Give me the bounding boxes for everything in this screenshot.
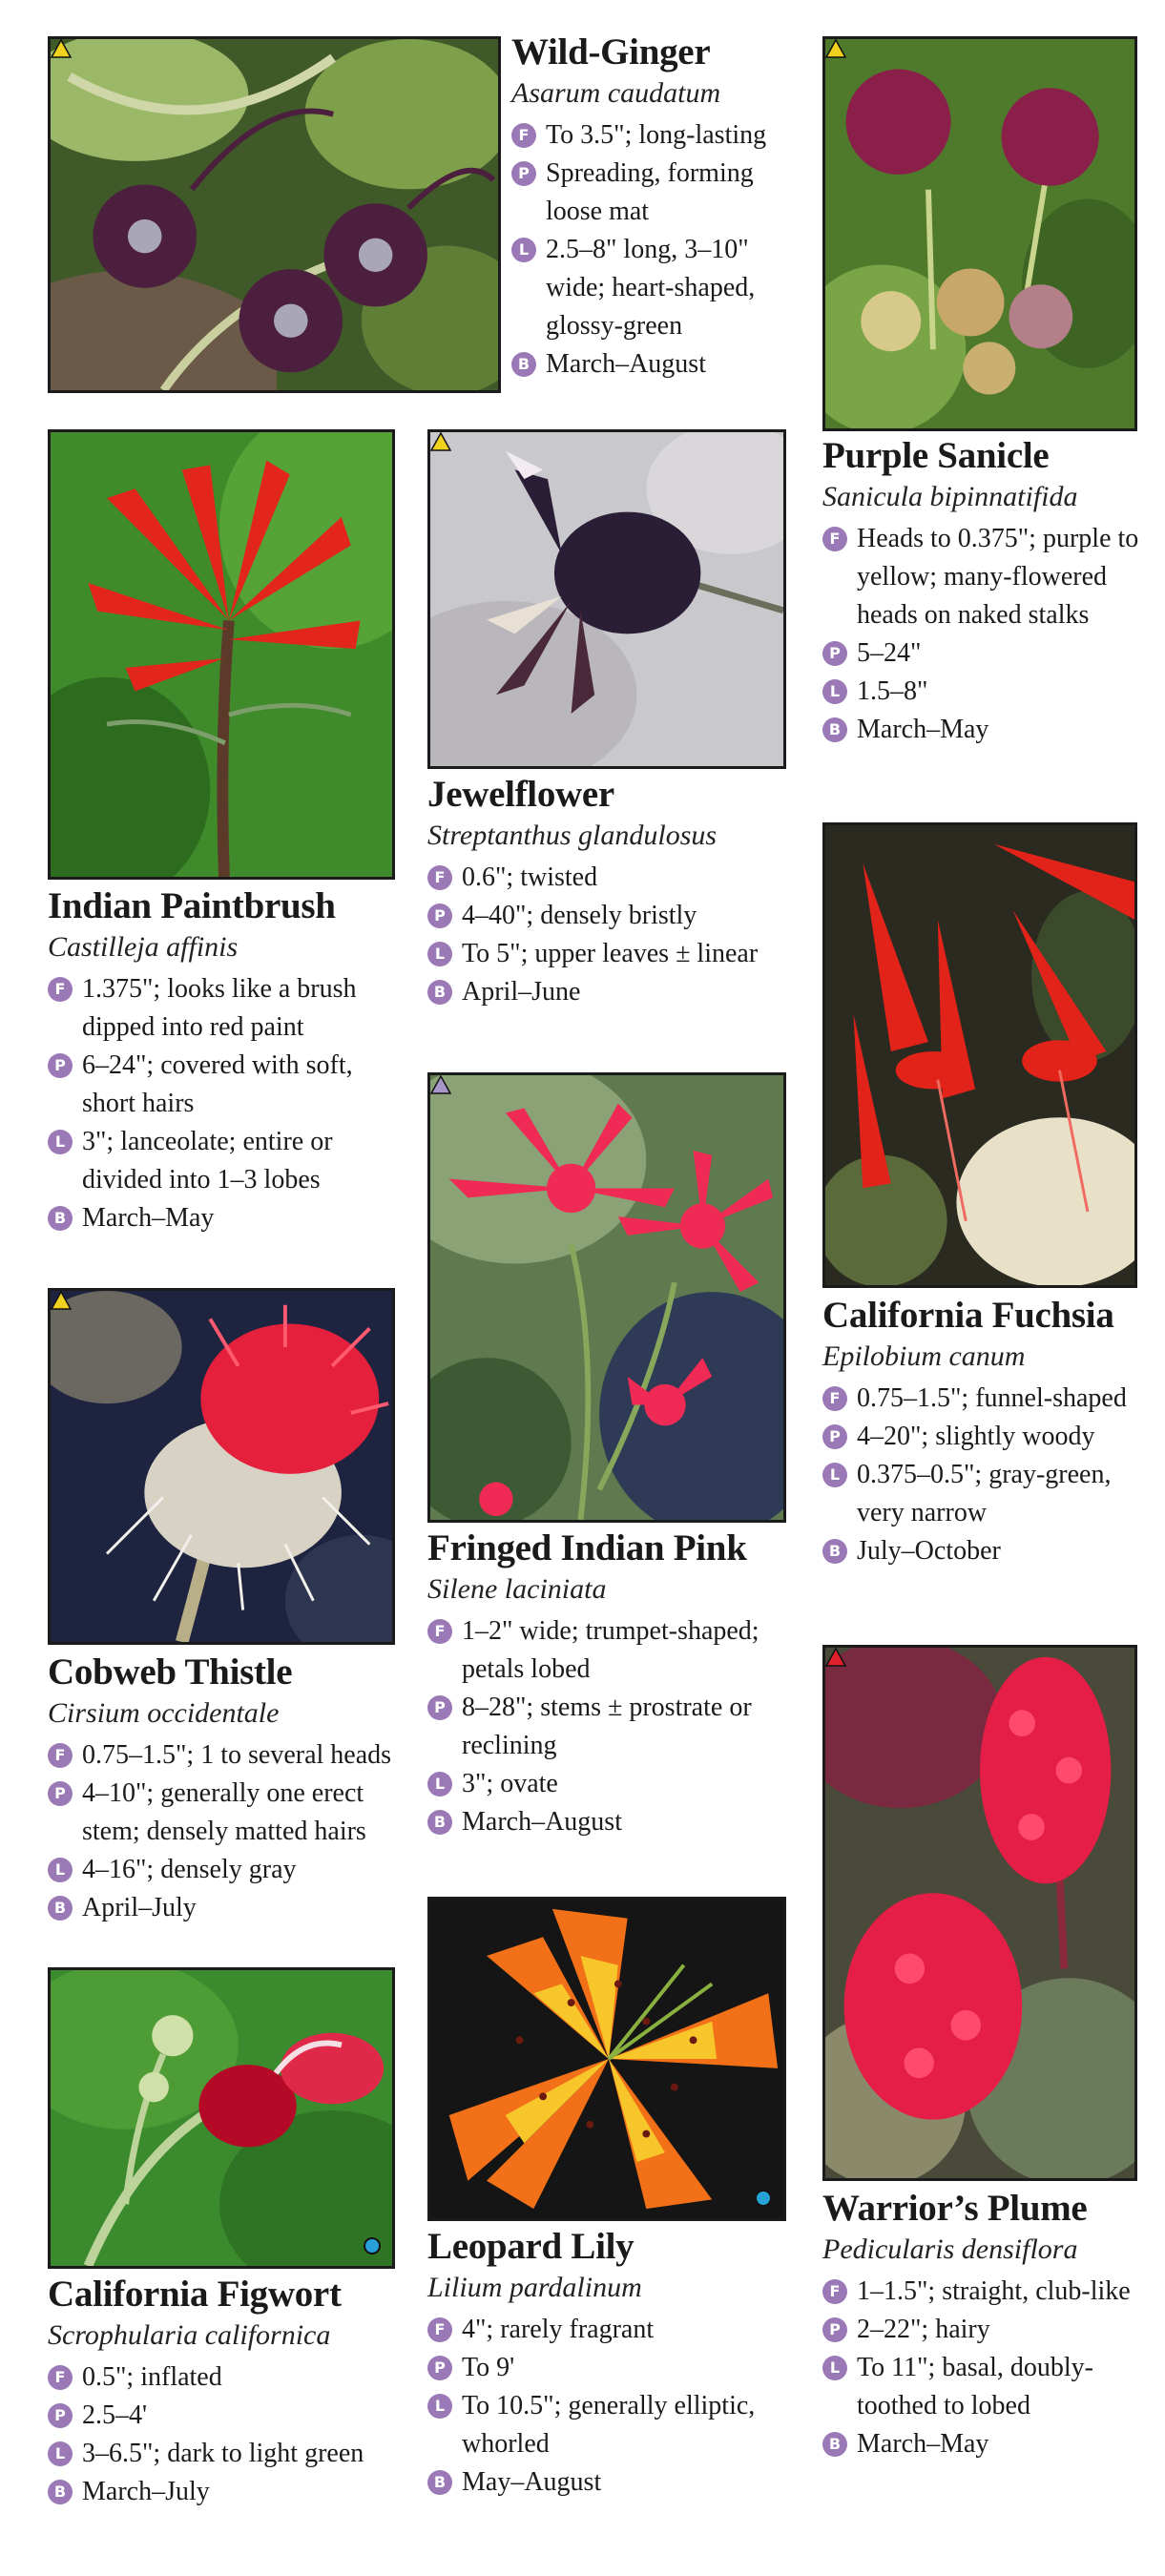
- entry-scientific-name: Sanicula bipinnatifida: [822, 481, 1078, 512]
- leaf-row: L To 5"; upper leaves ± linear: [427, 935, 800, 973]
- plant-row: P 4–10"; generally one erect stem; densely matted hairs: [48, 1775, 410, 1851]
- bloom-icon: B: [822, 1539, 847, 1564]
- flower-icon: F: [427, 865, 452, 890]
- plant-row: P Spreading, forming loose mat: [511, 155, 807, 231]
- bloom-row: B April–July: [48, 1889, 410, 1927]
- leaf-icon: L: [427, 942, 452, 966]
- leopard-lily-photo: [427, 1897, 786, 2221]
- flower-row: F 0.6"; twisted: [427, 859, 800, 897]
- entry-name: Jewelflower: [427, 774, 614, 815]
- leaf-row: L To 11"; basal, doubly-toothed to lobed: [822, 2349, 1147, 2425]
- leaf-row: L 2.5–8" long, 3–10" wide; heart-shaped, glossy-green: [511, 231, 807, 345]
- plant-row: P 4–20"; slightly woody: [822, 1418, 1147, 1456]
- flower-icon: F: [427, 1619, 452, 1644]
- leaf-icon: L: [822, 679, 847, 704]
- badge-icon: [825, 1648, 846, 1667]
- flower-icon: F: [822, 2279, 847, 2304]
- flower-row: F 1–1.5"; straight, club-like: [822, 2273, 1147, 2311]
- entry-name: Purple Sanicle: [822, 435, 1050, 476]
- fringed-indian-pink-photo: [427, 1072, 786, 1523]
- entry-scientific-name: Epilobium canum: [822, 1340, 1026, 1372]
- california-figwort-photo: [48, 1967, 395, 2269]
- badge-icon: [430, 432, 451, 451]
- cobweb-thistle-photo: [48, 1288, 395, 1645]
- plant-icon: P: [427, 904, 452, 928]
- leaf-row: L To 10.5"; generally elliptic, whorled: [427, 2387, 804, 2463]
- badge-icon: [755, 2190, 772, 2207]
- entry-name: Fringed Indian Pink: [427, 1527, 747, 1568]
- flower-icon: F: [511, 123, 536, 148]
- wild-ginger-photo: [48, 36, 501, 393]
- entry-scientific-name: Streptanthus glandulosus: [427, 820, 718, 851]
- entry-name: Wild-Ginger: [511, 31, 711, 73]
- bloom-row: B March–July: [48, 2473, 420, 2511]
- flower-row: F 4"; rarely fragrant: [427, 2311, 804, 2349]
- plant-icon: P: [822, 641, 847, 666]
- warriors-plume-photo: [822, 1645, 1137, 2181]
- bloom-icon: B: [48, 2480, 73, 2504]
- plant-row: P 2.5–4': [48, 2397, 420, 2435]
- bloom-row: B March–May: [822, 2425, 1147, 2463]
- plant-row: P 6–24"; covered with soft, short hairs: [48, 1047, 410, 1123]
- badge-icon: [51, 39, 72, 58]
- purple-sanicle-photo: [822, 36, 1137, 431]
- badge-icon: [364, 2237, 381, 2254]
- plant-row: P 4–40"; densely bristly: [427, 897, 800, 935]
- entry-name: California Figwort: [48, 2274, 342, 2315]
- plant-icon: P: [822, 2317, 847, 2342]
- plant-icon: P: [511, 161, 536, 186]
- entry-warriors-plume: [822, 2187, 1147, 2463]
- leaf-icon: L: [822, 2356, 847, 2380]
- flower-icon: F: [427, 2317, 452, 2342]
- leaf-row: L 3"; ovate: [427, 1765, 804, 1803]
- plant-icon: P: [822, 1424, 847, 1449]
- flower-row: F 0.75–1.5"; 1 to several heads: [48, 1736, 410, 1775]
- leaf-row: L 3"; lanceolate; entire or divided into 1–3 lobes: [48, 1123, 410, 1199]
- bloom-row: B March–August: [511, 345, 807, 384]
- flower-row: F 0.75–1.5"; funnel-shaped: [822, 1380, 1147, 1418]
- bloom-icon: B: [822, 717, 847, 742]
- leaf-icon: L: [822, 1463, 847, 1487]
- entry-purple-sanicle: [822, 434, 1142, 749]
- entry-scientific-name: Scrophularia californica: [48, 2319, 331, 2351]
- plant-icon: P: [427, 1695, 452, 1720]
- plant-icon: P: [48, 2403, 73, 2428]
- leaf-icon: L: [48, 1130, 73, 1154]
- flower-row: F Heads to 0.375"; purple to yellow; many-flowered heads on naked stalks: [822, 520, 1142, 634]
- entry-scientific-name: Silene laciniata: [427, 1573, 607, 1605]
- jewelflower-photo: [427, 429, 786, 769]
- bloom-icon: B: [48, 1896, 73, 1921]
- flower-icon: F: [822, 527, 847, 551]
- entry-jewelflower: [427, 773, 800, 1011]
- flower-row: F 1.375"; looks like a brush dipped into red paint: [48, 970, 410, 1047]
- leaf-icon: L: [48, 1858, 73, 1882]
- entry-leopard-lily: [427, 2225, 804, 2502]
- badge-icon: [825, 39, 846, 58]
- bloom-icon: B: [48, 1206, 73, 1231]
- indian-paintbrush-photo: [48, 429, 395, 880]
- entry-name: Cobweb Thistle: [48, 1652, 293, 1693]
- flower-icon: F: [48, 977, 73, 1002]
- entry-california-figwort: [48, 2273, 420, 2511]
- bloom-row: B July–October: [822, 1532, 1147, 1570]
- bloom-row: B March–August: [427, 1803, 804, 1841]
- bloom-row: B May–August: [427, 2463, 804, 2502]
- entry-scientific-name: Asarum caudatum: [511, 77, 721, 109]
- flower-row: F 0.5"; inflated: [48, 2358, 420, 2397]
- california-fuchsia-photo: [822, 822, 1137, 1288]
- bloom-row: B March–May: [822, 711, 1142, 749]
- leaf-icon: L: [48, 2441, 73, 2466]
- plant-icon: P: [427, 2356, 452, 2380]
- flower-icon: F: [48, 1743, 73, 1768]
- entry-scientific-name: Castilleja affinis: [48, 931, 239, 963]
- entry-name: Warrior’s Plume: [822, 2188, 1088, 2229]
- badge-icon: [430, 1075, 451, 1094]
- entry-wild-ginger: [511, 31, 807, 384]
- entry-california-fuchsia: [822, 1294, 1147, 1570]
- bloom-icon: B: [427, 2470, 452, 2495]
- plant-row: P 2–22"; hairy: [822, 2311, 1147, 2349]
- badge-icon: [51, 1291, 72, 1310]
- leaf-row: L 3–6.5"; dark to light green: [48, 2435, 420, 2473]
- entry-name: Indian Paintbrush: [48, 885, 336, 926]
- flower-row: F To 3.5"; long-lasting: [511, 116, 807, 155]
- entry-scientific-name: Lilium pardalinum: [427, 2272, 642, 2303]
- entry-indian-paintbrush: [48, 884, 410, 1237]
- leaf-row: L 4–16"; densely gray: [48, 1851, 410, 1889]
- entry-cobweb-thistle: [48, 1651, 410, 1927]
- bloom-icon: B: [427, 1810, 452, 1835]
- bloom-row: B March–May: [48, 1199, 410, 1237]
- entry-scientific-name: Cirsium occidentale: [48, 1697, 280, 1729]
- bloom-icon: B: [427, 980, 452, 1005]
- plant-row: P 8–28"; stems ± prostrate or reclining: [427, 1689, 804, 1765]
- flower-icon: F: [822, 1386, 847, 1411]
- bloom-row: B April–June: [427, 973, 800, 1011]
- entry-name: California Fuchsia: [822, 1295, 1114, 1336]
- flower-icon: F: [48, 2365, 73, 2390]
- leaf-row: L 1.5–8": [822, 673, 1142, 711]
- entry-scientific-name: Pedicularis densiflora: [822, 2233, 1078, 2265]
- leaf-icon: L: [427, 2394, 452, 2419]
- bloom-icon: B: [822, 2432, 847, 2457]
- leaf-row: L 0.375–0.5"; gray-green, very narrow: [822, 1456, 1147, 1532]
- plant-icon: P: [48, 1781, 73, 1806]
- entry-fringed-indian-pink: [427, 1527, 804, 1841]
- plant-row: P 5–24": [822, 634, 1142, 673]
- plant-row: P To 9': [427, 2349, 804, 2387]
- flower-row: F 1–2" wide; trumpet-shaped; petals lobed: [427, 1612, 804, 1689]
- leaf-icon: L: [511, 238, 536, 262]
- bloom-icon: B: [511, 352, 536, 377]
- leaf-icon: L: [427, 1772, 452, 1797]
- entry-name: Leopard Lily: [427, 2226, 635, 2267]
- plant-icon: P: [48, 1053, 73, 1078]
